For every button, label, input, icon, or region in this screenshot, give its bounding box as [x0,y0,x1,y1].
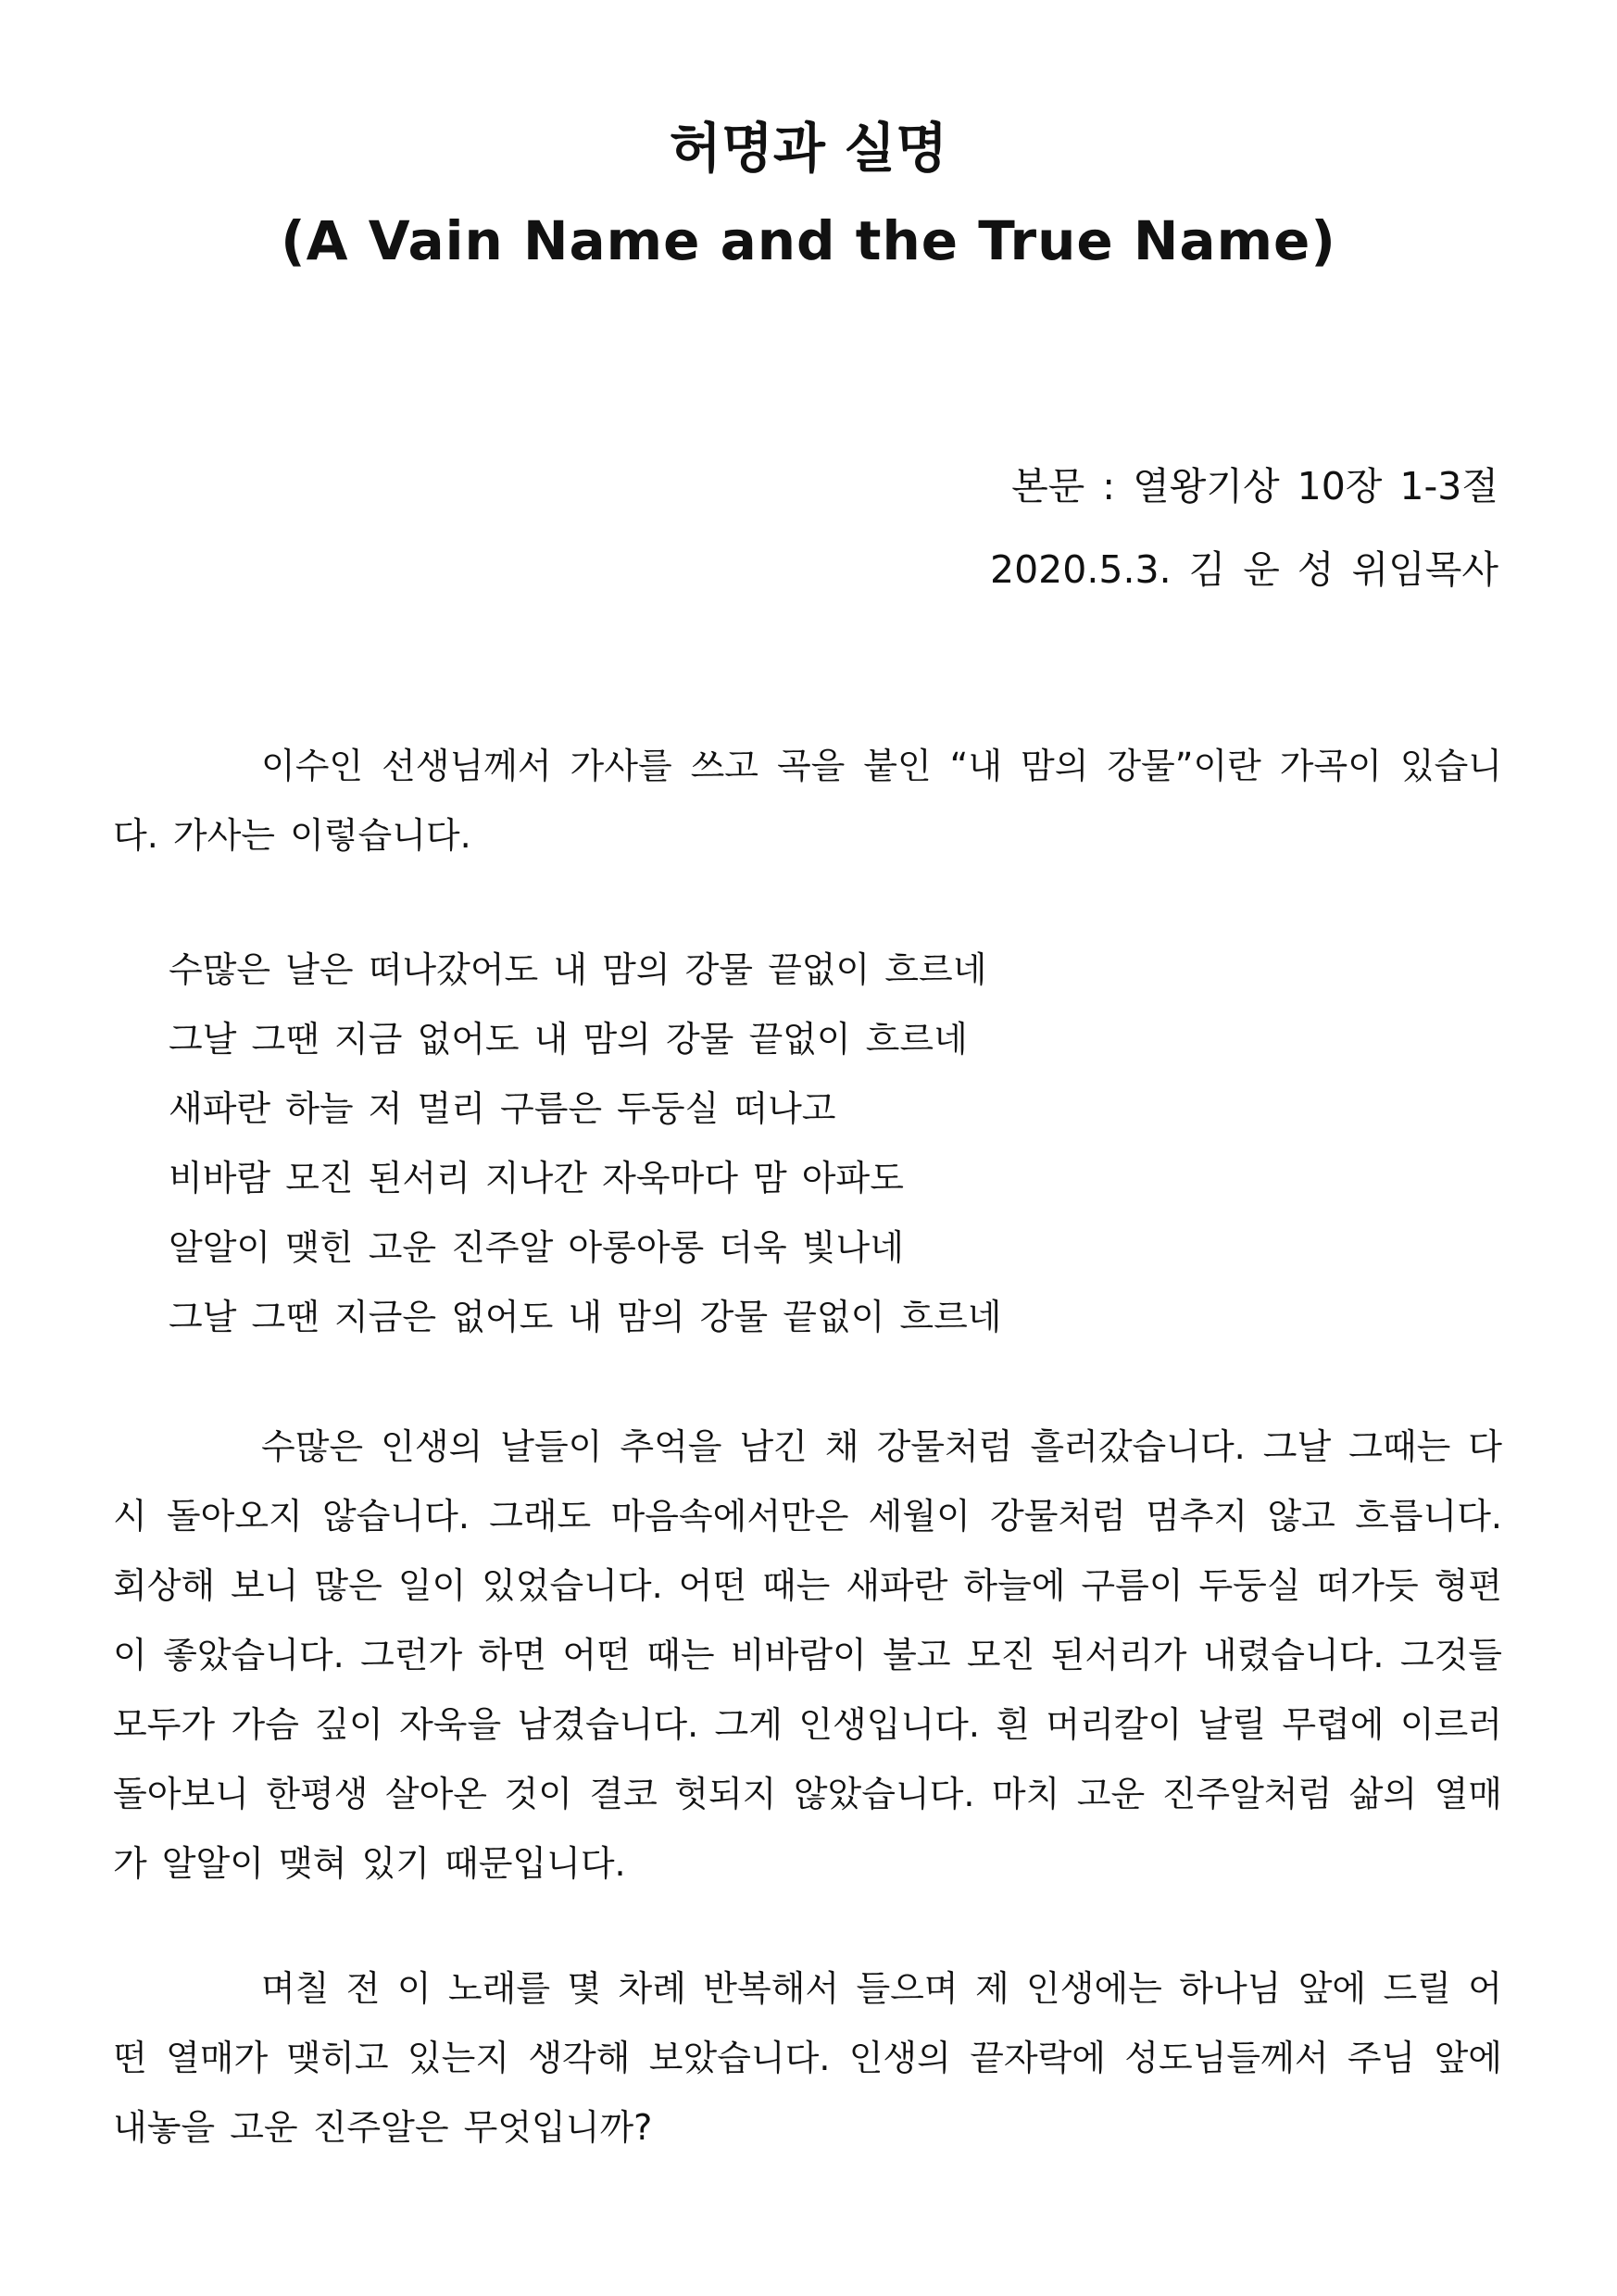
paragraph-question [113,1954,1502,2163]
lyric-line: 그날 그땐 지금 없어도 내 맘의 강물 끝없이 흐르네 [169,1019,968,1060]
lyric-line: 새파란 하늘 저 멀리 구름은 두둥실 떠나고 [169,1088,836,1129]
lyric-line: 수많은 날은 떠나갔어도 내 맘의 강물 끝없이 흐르네 [169,949,987,990]
paragraph: 며칠 전 이 노래를 몇 차례 반복해서 들으며 제 인생에는 하나님 앞에 드릴 어떤 열매가 맺히고 있는지 생각해 보았습니다. 인생의 끝자락에 성도님들께서 주님 앞에 내놓을 고운 진주알은 무엇입니까? [113,1968,1502,2148]
paragraph: 수많은 인생의 날들이 추억을 남긴 채 강물처럼 흘러갔습니다. 그날 그때는 다시 돌아오지 않습니다. 그래도 마음속에서만은 세월이 강물처럼 멈추지 않고 흐릅니다. 회상해 보니 많은 일이 있었습니다. 어떤 때는 새파란 하늘에 구름이 두둥실 떠가듯 형편이 좋았습니다. 그런가 하면 어떤 때는 비바람이 불고 모진 된서리가 내렸습니다. 그것들 모두가 가슴 깊이 자욱을 남겼습니다. 그게 인생입니다. 흰 머리칼이 날릴 무렵에 이르러 돌아보니 한평생 살아온 것이 결코 헛되지 않았습니다. 마치 고운 진주알처럼 삶의 열매가 알알이 맺혀 있기 때문입니다. [113,1426,1502,1884]
lyrics-block [169,935,1484,1352]
title-english: (A Vain Name and the True Name) [281,209,1336,272]
paragraph-intro [113,732,1502,871]
lyric-line: 그날 그땐 지금은 없어도 내 맘의 강물 끝없이 흐르네 [169,1297,1002,1337]
lyric-line: 알알이 맺힌 고운 진주알 아롱아롱 더욱 빛나네 [169,1227,904,1268]
sermon-meta [990,445,1498,611]
date-author: 2020.5.3. 김 운 성 위임목사 [990,547,1498,592]
paragraph-reflection [113,1412,1502,1899]
paragraph: 이수인 선생님께서 가사를 쓰고 곡을 붙인 “내 맘의 강물”이란 가곡이 있습니다. 가사는 이렇습니다. [113,746,1502,856]
lyric-line: 비바람 모진 된서리 지나간 자욱마다 맘 아파도 [169,1158,904,1198]
scripture-reference: 본문 : 열왕기상 10장 1-3절 [1011,464,1498,508]
title-block [0,102,1617,287]
title-korean: 허명과 실명 [669,117,948,180]
